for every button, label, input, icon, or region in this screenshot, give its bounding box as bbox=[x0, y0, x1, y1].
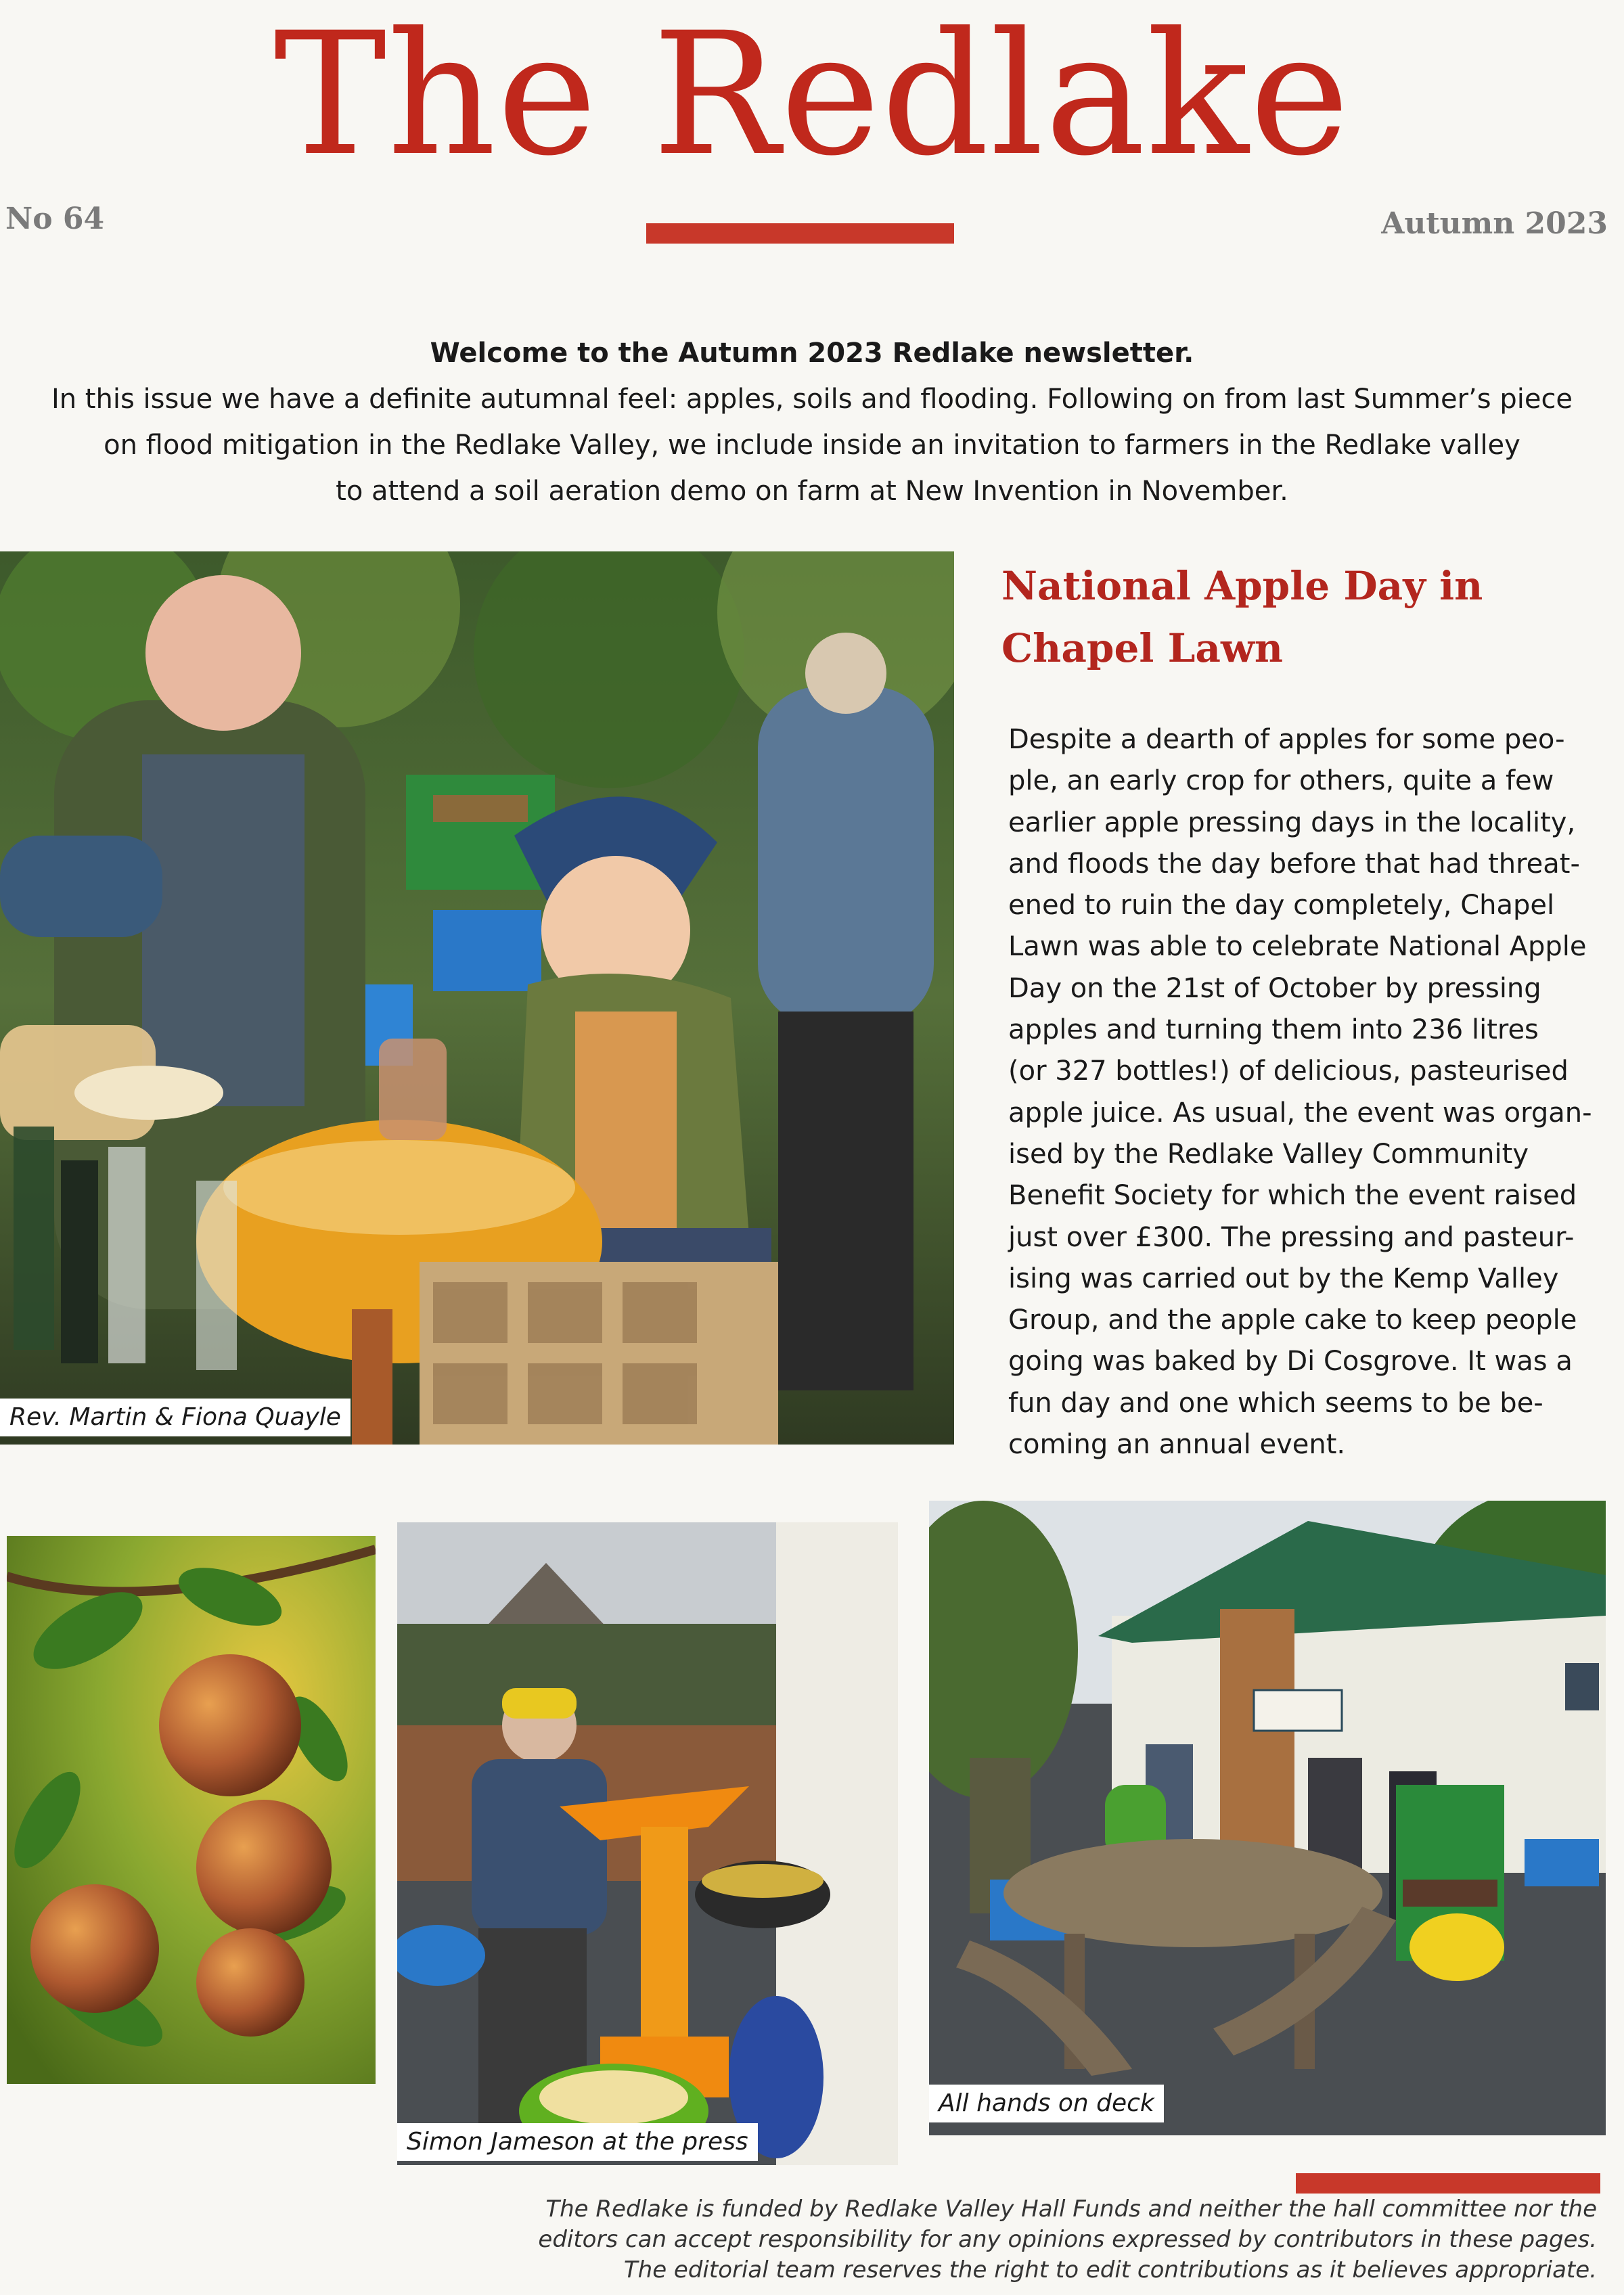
article-line: going was baked by Di Cosgrove. It was a bbox=[1008, 1346, 1573, 1378]
article-line: and floods the day before that had threat- bbox=[1008, 848, 1580, 880]
photo-apple-bottling bbox=[0, 551, 954, 1445]
intro-line: on flood mitigation in the Redlake Valley, we include inside an invitation to farmers in the Redlake valley bbox=[104, 430, 1520, 461]
intro-block bbox=[27, 330, 1597, 514]
photo-apple-press-illustration bbox=[397, 1522, 898, 2165]
photo-apple-press bbox=[397, 1522, 898, 2165]
article-heading-line: National Apple Day in bbox=[1001, 563, 1483, 609]
article-body bbox=[1008, 719, 1610, 1465]
footer-divider bbox=[1296, 2173, 1600, 2194]
article-line: Lawn was able to celebrate National Apple bbox=[1008, 931, 1587, 963]
title-divider bbox=[646, 223, 954, 244]
article-line: Group, and the apple cake to keep people bbox=[1008, 1304, 1577, 1336]
photo-caption-press: Simon Jameson at the press bbox=[397, 2123, 758, 2161]
footer-line: editors can accept responsibility for any opinions expressed by contributors in these pages. bbox=[538, 2226, 1597, 2253]
article-line: just over £300. The pressing and pasteur- bbox=[1008, 1221, 1575, 1253]
photo-apple-bottling-illustration bbox=[0, 551, 954, 1445]
photo-apples-on-tree bbox=[7, 1536, 376, 2084]
footer-line: The editorial team reserves the right to edit contributions as it believes appropriate. bbox=[623, 2256, 1597, 2283]
masthead-title: The Redlake bbox=[273, 0, 1351, 193]
article-heading bbox=[1001, 555, 1597, 679]
article-line: ened to ruin the day completely, Chapel bbox=[1008, 890, 1555, 922]
article-heading-line: Chapel Lawn bbox=[1001, 625, 1284, 671]
article-line: (or 327 bottles!) of delicious, pasteurised bbox=[1008, 1055, 1569, 1087]
article-line: ple, an early crop for others, quite a few bbox=[1008, 765, 1554, 797]
article-line: fun day and one which seems to be be- bbox=[1008, 1387, 1543, 1419]
article-line: earlier apple pressing days in the locality, bbox=[1008, 806, 1576, 838]
intro-line: to attend a soil aeration demo on farm at New Invention in November. bbox=[336, 476, 1288, 507]
footer-disclaimer bbox=[406, 2194, 1597, 2286]
article-line: Despite a dearth of apples for some peo- bbox=[1008, 724, 1565, 755]
photo-apples-illustration bbox=[7, 1536, 376, 2084]
article-line: apples and turning them into 236 litres bbox=[1008, 1014, 1539, 1046]
article-line: Benefit Society for which the event raised bbox=[1008, 1180, 1577, 1212]
photo-caption-main: Rev. Martin & Fiona Quayle bbox=[0, 1399, 351, 1436]
intro-title: Welcome to the Autumn 2023 Redlake newsletter. bbox=[430, 338, 1194, 369]
article-line: apple juice. As usual, the event was organ- bbox=[1008, 1097, 1592, 1129]
intro-line: In this issue we have a definite autumnal feel: apples, soils and flooding. Following on from last Summer’s piece bbox=[51, 384, 1573, 415]
photo-caption-deck: All hands on deck bbox=[929, 2085, 1164, 2122]
article-line: ised by the Redlake Valley Community bbox=[1008, 1138, 1529, 1170]
photo-village-hall bbox=[929, 1501, 1606, 2135]
article-line: Day on the 21st of October by pressing bbox=[1008, 972, 1541, 1004]
issue-date: Autumn 2023 bbox=[1381, 206, 1608, 241]
article-line: coming an annual event. bbox=[1008, 1429, 1346, 1461]
article-line: ising was carried out by the Kemp Valley bbox=[1008, 1263, 1559, 1294]
photo-village-hall-illustration bbox=[929, 1501, 1606, 2135]
issue-number: No 64 bbox=[5, 202, 105, 236]
footer-line: The Redlake is funded by Redlake Valley Hall Funds and neither the hall committee nor the bbox=[545, 2196, 1597, 2223]
